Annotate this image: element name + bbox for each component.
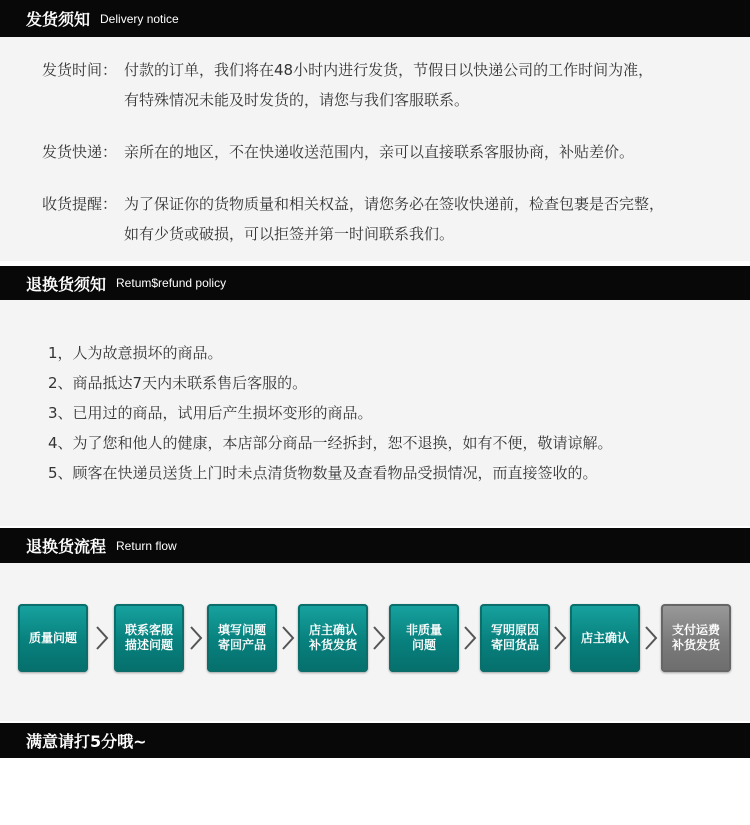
flow-step-line: 寄回货品 <box>490 638 539 652</box>
flow-step-line: 支付运费 <box>671 623 720 637</box>
chevron-right-icon <box>463 625 477 651</box>
flow-step-quality-issue <box>18 604 88 672</box>
flow-step-fill-issue <box>207 604 277 672</box>
receipt-reminder-row <box>42 189 664 249</box>
delivery-time-row <box>42 55 653 115</box>
flow-step-owner-confirm <box>570 604 640 672</box>
flow-step-line: 寄回产品 <box>217 638 266 652</box>
list-item: 1，人为故意损坏的商品。 <box>48 344 223 362</box>
receipt-reminder-label: 收货提醒： <box>42 195 118 213</box>
flow-step-owner-confirm-resend <box>298 604 368 672</box>
return-flow-steps <box>18 604 732 672</box>
flow-step-line: 描述问题 <box>124 638 173 652</box>
flow-step-line: 质量问题 <box>28 630 77 645</box>
delivery-express-label: 发货快递： <box>42 143 118 161</box>
flow-step-line: 写明原因 <box>490 623 539 637</box>
refund-policy-subtitle: Retum$refund policy <box>116 276 227 290</box>
flow-step-line: 店主确认 <box>308 623 357 637</box>
chevron-right-icon <box>644 625 658 651</box>
flow-step-line: 补货发货 <box>308 638 357 652</box>
chevron-right-icon <box>372 625 386 651</box>
chevron-right-icon <box>189 625 203 651</box>
flow-step-pay-shipping <box>661 604 731 672</box>
return-flow-subtitle: Return flow <box>116 538 177 553</box>
list-item: 4、为了您和他人的健康，本店部分商品一经拆封，恕不退换，如有不便，敬请谅解。 <box>48 434 613 452</box>
list-item: 3、已用过的商品，试用后产生损坏变形的商品。 <box>48 404 373 422</box>
delivery-notice-title: 发货须知 <box>26 10 91 29</box>
chevron-right-icon <box>95 625 109 651</box>
chevron-right-icon <box>281 625 295 651</box>
flow-step-line: 非质量 <box>405 623 442 637</box>
rating-header <box>0 723 750 758</box>
flow-step-state-reason <box>480 604 550 672</box>
receipt-reminder-text-cont: 如有少货或破损，可以拒签并第一时间联系我们。 <box>124 225 455 243</box>
refund-policy-title: 退换货须知 <box>26 274 107 294</box>
return-flow-header <box>0 528 750 563</box>
rating-title: 满意请打5分哦~ <box>26 732 147 751</box>
delivery-express-text: 亲所在的地区，不在快递收送范围内，亲可以直接联系客服协商，补贴差价。 <box>124 143 635 161</box>
receipt-reminder-text: 为了保证你的货物质量和相关权益，请您务必在签收快递前，检查包裹是否完整， <box>124 195 665 213</box>
flow-step-non-quality <box>389 604 459 672</box>
flow-step-line: 联系客服 <box>124 623 173 637</box>
return-flow-title: 退换货流程 <box>26 537 107 556</box>
delivery-time-text: 付款的订单，我们将在48小时内进行发货，节假日以快递公司的工作时间为准， <box>124 61 654 79</box>
refund-policy-header <box>0 266 750 300</box>
delivery-time-label: 发货时间： <box>42 61 118 79</box>
chevron-right-icon <box>553 625 567 651</box>
list-item: 2、商品抵达7天内未联系售后客服的。 <box>48 374 308 392</box>
flow-step-line: 填写问题 <box>217 623 266 637</box>
flow-step-line: 店主确认 <box>580 630 629 645</box>
delivery-notice-subtitle: Delivery notice <box>100 11 179 26</box>
list-item: 5、顾客在快递员送货上门时未点清货物数量及查看物品受损情况，而直接签收的。 <box>48 464 598 482</box>
delivery-notice-header <box>0 0 750 37</box>
refund-policy-list <box>48 338 613 488</box>
flow-step-line: 补货发货 <box>671 638 720 652</box>
delivery-time-text-cont: 有特殊情况未能及时发货的，请您与我们客服联系。 <box>124 91 470 109</box>
delivery-express-row <box>42 137 634 167</box>
flow-step-contact-service <box>114 604 184 672</box>
flow-step-line: 问题 <box>411 638 436 652</box>
